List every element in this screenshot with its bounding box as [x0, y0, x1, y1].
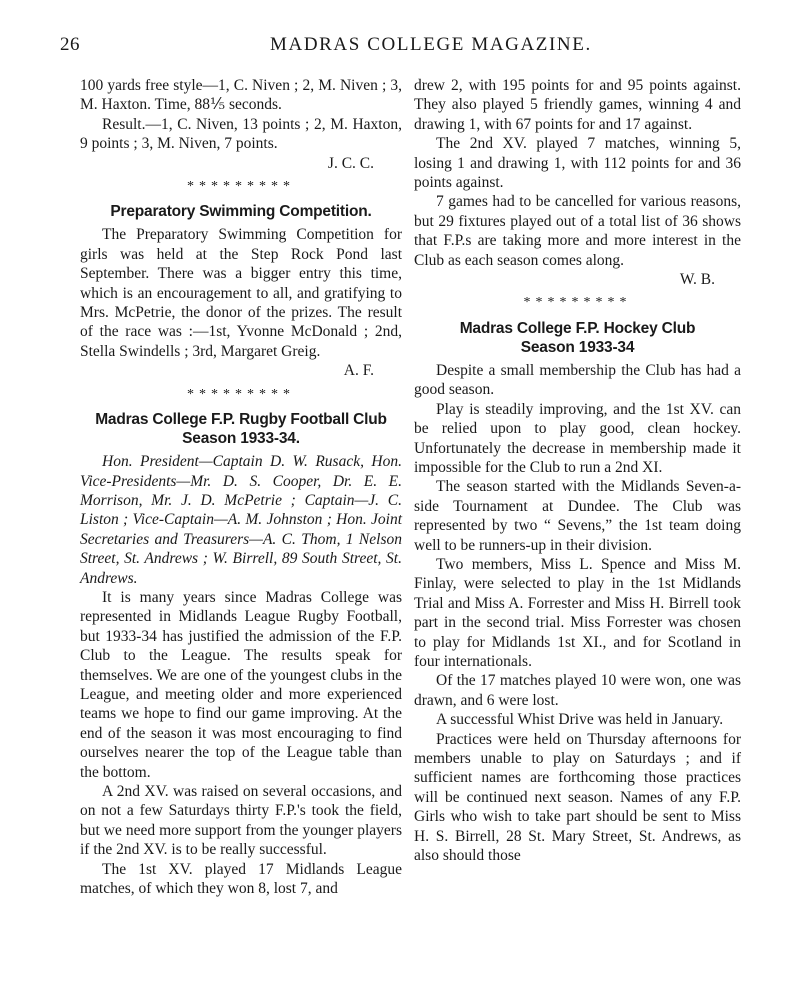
hockey-paragraph-7: Practices were held on Thursday afternoons for members unable to play on Saturdays ; and if sufficient names are forthcoming those practices will be continued next season. Names of any F.P. Girls who wish to take part should be sent to Miss H. S. Birrell, 28 St. Mary Street, St. Andrews, as also should those: [414, 730, 741, 865]
hockey-paragraph-3: The season started with the Midlands Seven-a-side Tournament at Dundee. The Club was represented by two “ Sevens,” the 1st team doing well to be runners-up in their division.: [414, 478, 741, 554]
rugby-signature: W. B.: [679, 271, 715, 289]
rugby-paragraph-3: The 1st XV. played 17 Midlands League matches, of which they won 8, lost 7, and: [80, 860, 402, 898]
prep-swimming-heading: Preparatory Swimming Competition.: [110, 203, 372, 221]
hockey-paragraph-5: Of the 17 matches played 10 were won, one was drawn, and 6 were lost.: [414, 672, 741, 709]
rugby-cancelled: 7 games had to be cancelled for various reasons, but 29 fixtures played out of a total list of 36 shows that F.P.s are taking more and more interest in the Club as each season comes along.: [414, 193, 741, 269]
hockey-heading-line2: Season 1933-34: [520, 338, 635, 356]
rugby-paragraph-2: A 2nd XV. was raised on several occasions, and on not a few Saturdays thirty F.P.'s took the field, but we need more support from the younger players if the 2nd XV. is to be really successful.: [80, 783, 402, 859]
section-separator: *********: [187, 386, 295, 402]
section-separator: *********: [523, 295, 632, 311]
right-column: [414, 76, 741, 865]
rugby-heading-line2: Season 1933-34.: [182, 430, 300, 448]
hockey-heading: [414, 319, 741, 357]
swim-results-free-style: 100 yards free style—1, C. Niven ; 2, M. Niven ; 3, M. Haxton. Time, 88⅕ seconds.: [80, 77, 402, 114]
hockey-paragraph-2: Play is steadily improving, and the 1st XV. can be relied upon to play good, clean hockey. Unfortunately the decrease in membership made it impossible for the Club to run a 2nd XI.: [414, 400, 741, 476]
rugby-officials: Hon. President—Captain D. W. Rusack, Hon. Vice-Presidents—Mr. D. S. Cooper, Dr. E. E. Morrison, Mr. J. D. McPetrie ; Captain—J. C. Liston ; Vice-Captain—A. M. Johnston ; Hon. Joint Secretaries and Treasurers—A. C. Thom, 1 Nelson Street, St. Andrews ; W. Birrell, 89 South Street, St. Andrews.: [80, 453, 402, 587]
left-column: [80, 76, 402, 898]
rugby-continued: drew 2, with 195 points for and 95 points against. They also played 5 friendly games, winning 4 and drawing 1, with 67 points for and 17 against.: [414, 77, 741, 133]
rugby-2nd-xv: The 2nd XV. played 7 matches, winning 5, losing 1 and drawing 1, with 112 points for and 36 points against.: [414, 135, 741, 192]
page-header: [60, 34, 750, 60]
rugby-paragraph-1: It is many years since Madras College was represented in Midlands League Rugby Football, but 1933-34 has justified the admission of the F.P. Club to the League. The results speak for themselves. We are one of the youngest clubs in the League, and meeting older and more experienced teams we hope to find our game improving. At the end of the season it was most encouraging to find ourselves nearer the top of the League table than the bottom.: [80, 588, 402, 781]
page-number: 26: [60, 34, 80, 55]
section-separator: *********: [187, 179, 295, 195]
hockey-heading-line1: Madras College F.P. Hockey Club: [459, 319, 696, 337]
rugby-heading: [80, 410, 402, 448]
swim-signature: J. C. C.: [327, 154, 374, 172]
hockey-paragraph-1: Despite a small membership the Club has had a good season.: [414, 361, 741, 399]
magazine-title: MADRAS COLLEGE MAGAZINE.: [270, 34, 592, 55]
prep-swimming-text: The Preparatory Swimming Competition for girls was held at the Step Rock Pond last September. There was a bigger entry this time, which is an encouragement to all, and gratifying to Mrs. McPetrie, the donor of the prizes. The result of the race was :—1st, Yvonne McDonald ; 2nd, Stella Swindells ; 3rd, Margaret Greig.: [80, 226, 402, 360]
hockey-paragraph-6: A successful Whist Drive was held in January.: [436, 711, 724, 729]
hockey-paragraph-4: Two members, Miss L. Spence and Miss M. Finlay, were selected to play in the 1st Midlands Trial and Miss A. Forrester and Miss H. Birrell took part in the second trial. Miss Forrester was chosen to play for Midlands 1st XI., and for Scotland in four internationals.: [414, 555, 741, 670]
rugby-heading-line1: Madras College F.P. Rugby Football Club: [95, 411, 387, 429]
swim-results-total: Result.—1, C. Niven, 13 points ; 2, M. Haxton, 9 points ; 3, M. Niven, 7 points.: [80, 115, 402, 153]
prep-signature: A. F.: [343, 362, 374, 380]
